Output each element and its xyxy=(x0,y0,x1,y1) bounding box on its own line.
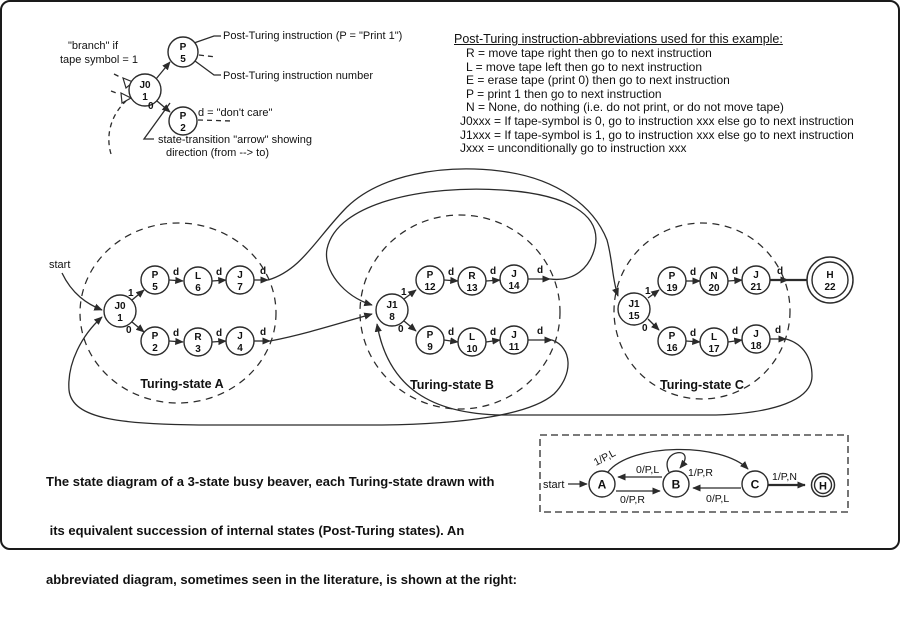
node-p-19 xyxy=(658,267,686,295)
node-label: R xyxy=(194,332,202,343)
mini-edge-label: 1/P,N xyxy=(772,471,797,483)
d-label: d xyxy=(173,267,180,278)
node-label: 17 xyxy=(708,344,720,355)
node-j0-1 xyxy=(104,295,136,327)
legend-callout-arrow-line1: state-transition "arrow" showing xyxy=(158,134,312,146)
transition-arrow xyxy=(212,280,226,281)
node-label: P xyxy=(426,330,434,341)
node-label: 21 xyxy=(750,282,762,293)
node-j-11 xyxy=(500,326,528,354)
node-r-13 xyxy=(458,267,486,295)
transition-arrow xyxy=(486,340,500,342)
legend-branch-note-line1: "branch" if xyxy=(68,40,118,52)
d-label: d xyxy=(775,325,782,336)
node-label: J xyxy=(753,329,759,340)
mini-state-a xyxy=(589,471,615,497)
node-label: 4 xyxy=(237,343,243,354)
start-arrow xyxy=(62,273,102,310)
legend-dashed-stub-p5 xyxy=(199,55,216,57)
node-label: P xyxy=(426,270,434,281)
abbreviation-item: J1xxx = If tape-symbol is 1, go to instruction xxx else go to next instruction xyxy=(460,127,854,142)
legend-incoming-dashed-arc xyxy=(109,101,126,154)
node-label: A xyxy=(597,477,607,492)
legend-branch-0-label: 0 xyxy=(148,101,154,112)
node-j-14 xyxy=(500,265,528,293)
mini-edge-label: 0/P,R xyxy=(620,494,645,506)
d-label: d xyxy=(260,327,267,338)
abbreviation-item: J0xxx = If tape-symbol is 0, go to instruction xxx else go to next instruction xyxy=(460,113,854,128)
transition-arrow xyxy=(686,341,700,342)
legend-node-p-5 xyxy=(168,37,198,67)
connector-j4-to-j1-8 xyxy=(270,314,372,341)
node-label: 2 xyxy=(152,343,158,354)
node-l-6 xyxy=(184,267,212,295)
mini-edge-label: 0/P,L xyxy=(636,464,660,476)
legend-node-p-2 xyxy=(169,107,197,135)
start-label: start xyxy=(49,259,71,271)
mini-edge-b-self-loop xyxy=(667,453,685,472)
node-label: 3 xyxy=(195,344,201,355)
d-label: d xyxy=(216,328,223,339)
node-label: J xyxy=(237,331,243,342)
node-label: 10 xyxy=(466,344,478,355)
node-label: 5 xyxy=(180,54,186,65)
node-label: R xyxy=(468,271,476,282)
node-label: 14 xyxy=(508,281,520,292)
branch-0-arrow xyxy=(132,322,144,332)
node-p-5 xyxy=(141,266,169,294)
branch-1-label: 1 xyxy=(401,287,407,298)
mini-state-h xyxy=(812,474,835,497)
caption xyxy=(46,441,546,621)
node-j-21 xyxy=(742,266,770,294)
node-label: P xyxy=(151,331,159,342)
legend-dashed-stub-in2 xyxy=(111,91,119,94)
node-label: 9 xyxy=(427,342,433,353)
node-label: 15 xyxy=(628,311,640,322)
node-j-18 xyxy=(742,325,770,353)
node-label: H xyxy=(819,480,827,493)
legend-dashed-stub-in1 xyxy=(114,74,122,78)
node-label: J1 xyxy=(386,300,398,311)
node-label: J xyxy=(511,330,517,341)
caption-line: abbreviated diagram, sometimes seen in the literature, is shown at the right: xyxy=(46,572,518,588)
node-label: 16 xyxy=(666,343,678,354)
node-halt-h-22 xyxy=(807,257,853,303)
transition-arrow xyxy=(169,280,183,281)
branch-0-arrow xyxy=(404,321,416,331)
node-label: 2 xyxy=(180,123,186,134)
d-label: d xyxy=(448,267,455,278)
node-j-4 xyxy=(226,327,254,355)
caption-line: its equivalent succession of internal states (Post-Turing states). An xyxy=(46,523,465,539)
mini-edge-label: 0/P,L xyxy=(706,493,730,505)
abbreviation-item: E = erase tape (print 0) then go to next instruction xyxy=(466,73,730,88)
legend-callout-instruction: Post-Turing instruction (P = "Print 1") xyxy=(223,30,403,42)
node-label: 8 xyxy=(389,312,395,323)
legend-node-j0-1 xyxy=(129,74,161,106)
abbreviation-panel xyxy=(454,32,896,156)
d-label: d xyxy=(448,327,455,338)
d-label: d xyxy=(690,328,697,339)
abbreviation-item: P = print 1 then go to next instruction xyxy=(466,86,662,101)
legend-branch-1-arrow xyxy=(156,62,170,79)
node-label: 11 xyxy=(508,342,520,353)
turing-state-label: Turing-state C xyxy=(660,378,744,392)
caption-line: The state diagram of a 3-state busy beaver, each Turing-state drawn with xyxy=(46,473,495,489)
node-label: L xyxy=(710,332,718,343)
legend-callout-number: Post-Turing instruction number xyxy=(223,70,373,82)
node-label: J0 xyxy=(139,80,151,91)
d-label: d xyxy=(490,266,497,277)
node-label: J1 xyxy=(628,299,640,310)
legend-leader-instruction xyxy=(194,36,221,43)
node-label: P xyxy=(179,111,187,122)
node-label: B xyxy=(671,477,681,492)
branch-1-arrow xyxy=(132,290,144,300)
node-label: J xyxy=(237,270,243,281)
mini-edge-label: 1/P,R xyxy=(688,467,713,479)
node-label: J xyxy=(753,270,759,281)
d-label: d xyxy=(537,326,544,337)
node-n-20 xyxy=(700,267,728,295)
transition-arrow xyxy=(728,340,742,342)
node-label: 18 xyxy=(750,341,762,352)
node-j1-15 xyxy=(618,293,650,325)
transition-arrow xyxy=(486,280,500,281)
node-label: P xyxy=(668,271,676,282)
node-label: 1 xyxy=(142,92,148,103)
d-label: d xyxy=(732,326,739,337)
d-label: d xyxy=(173,328,180,339)
branch-1-label: 1 xyxy=(128,288,134,299)
legend-dashed-stub-p2 xyxy=(198,120,232,121)
d-label: d xyxy=(690,267,697,278)
abbreviation-title: Post-Turing instruction-abbreviations used for this example: xyxy=(454,32,783,46)
node-label: P xyxy=(668,331,676,342)
node-label: 22 xyxy=(824,282,836,293)
node-j1-8 xyxy=(376,294,408,326)
transition-arrow xyxy=(212,341,226,342)
node-label: 20 xyxy=(708,283,720,294)
branch-0-label: 0 xyxy=(642,323,648,334)
mini-edge-label: 1/P,L xyxy=(591,447,618,469)
transition-arrow xyxy=(444,280,458,281)
node-p-12 xyxy=(416,266,444,294)
turing-state-label: Turing-state B xyxy=(410,378,494,392)
node-label: 7 xyxy=(237,282,243,293)
legend-callout-dontcare: d = "don't care" xyxy=(198,107,273,119)
d-label: d xyxy=(490,327,497,338)
d-label: d xyxy=(777,266,784,277)
node-l-10 xyxy=(458,328,486,356)
node-label: 6 xyxy=(195,283,201,294)
mini-state-c xyxy=(742,471,768,497)
node-label: P xyxy=(151,270,159,281)
node-p-2 xyxy=(141,327,169,355)
node-label: 1 xyxy=(117,313,123,324)
mini-start-label: start xyxy=(543,479,565,491)
mini-state-b xyxy=(663,471,689,497)
d-label: d xyxy=(260,266,267,277)
node-label: 12 xyxy=(424,282,436,293)
node-j-7 xyxy=(226,266,254,294)
d-label: d xyxy=(216,267,223,278)
node-label: C xyxy=(750,477,760,492)
node-r-3 xyxy=(184,328,212,356)
abbreviation-item: L = move tape left then go to next instruction xyxy=(466,59,703,74)
d-label: d xyxy=(537,265,544,276)
transition-arrow xyxy=(169,341,183,342)
node-label: J xyxy=(511,269,517,280)
legend-leader-number xyxy=(195,61,221,75)
branch-0-label: 0 xyxy=(126,325,132,336)
legend-branch-note-line2: tape symbol = 1 xyxy=(60,54,138,66)
node-label: P xyxy=(179,42,187,53)
branch-0-arrow xyxy=(648,319,659,330)
node-label: N xyxy=(710,271,718,282)
node-label: H xyxy=(826,270,834,281)
node-label: 13 xyxy=(466,283,478,294)
legend-callout-arrow-line2: direction (from --> to) xyxy=(166,147,269,159)
node-label: L xyxy=(468,332,476,343)
node-label: J0 xyxy=(114,301,126,312)
node-p-9 xyxy=(416,326,444,354)
node-l-17 xyxy=(700,328,728,356)
transition-arrow xyxy=(444,340,458,342)
abbreviation-item: R = move tape right then go to next instruction xyxy=(466,46,712,60)
branch-0-label: 0 xyxy=(398,324,404,335)
branch-1-label: 1 xyxy=(645,286,651,297)
transition-arrow xyxy=(728,280,742,281)
node-p-16 xyxy=(658,327,686,355)
turing-state-label: Turing-state A xyxy=(140,377,224,391)
node-label: 19 xyxy=(666,283,678,294)
d-label: d xyxy=(732,266,739,277)
abbreviation-item: N = None, do nothing (i.e. do not print, or do not move tape) xyxy=(466,100,784,115)
node-label: 5 xyxy=(152,282,158,293)
node-label: L xyxy=(194,271,202,282)
abbreviation-item: Jxxx = unconditionally go to instruction xxx xyxy=(460,141,687,156)
